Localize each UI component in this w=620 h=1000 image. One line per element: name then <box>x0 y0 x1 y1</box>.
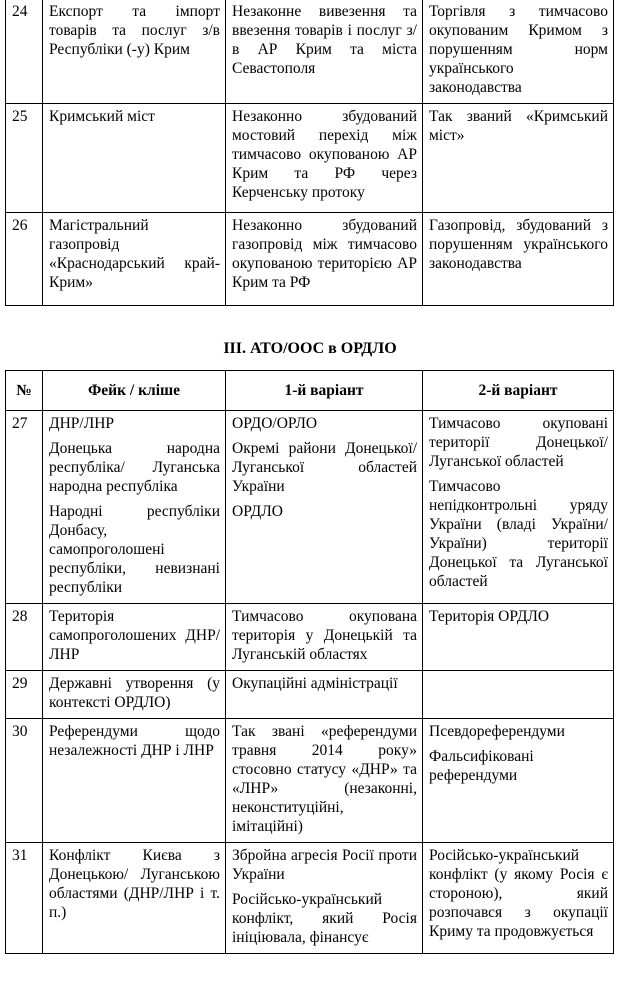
cell-text: Російсько-український конфлікт, який Росія ініціювала, фінансує <box>232 891 417 946</box>
cell-text: Тимчасово непідконтрольні уряду України (владі України/ України) території Донецької та Луганської областей <box>429 478 608 590</box>
variant1-cell <box>226 671 423 719</box>
fake-cell <box>43 104 226 213</box>
table-row <box>6 411 614 604</box>
table-row <box>6 104 614 213</box>
header-number: № <box>6 371 43 411</box>
cell-text: Незаконне вивезення та ввезення товарів і послуг з/в АР Крим та міста Севастополя <box>232 3 417 77</box>
table-row <box>6 671 614 719</box>
variant2-cell <box>423 0 614 104</box>
variant1-cell <box>226 843 423 954</box>
cell-text: Народні республіки Донбасу, самопроголошені республіки, невизнані республіки <box>49 503 220 596</box>
cell-text: Псевдореферендуми <box>429 723 565 740</box>
cell-text: ДНР/ЛНР <box>49 415 115 432</box>
row-number: 27 <box>6 411 43 604</box>
variant2-cell <box>423 843 614 954</box>
fake-cell <box>43 213 226 306</box>
cell-text: Окупаційні адміністрації <box>232 675 398 692</box>
cell-text: Тимчасово окуповані території Донецької/ Луганської областей <box>429 415 608 470</box>
variant2-cell <box>423 213 614 306</box>
table-row <box>6 213 614 306</box>
cell-text: Референдуми щодо незалежності ДНР і ЛНР <box>49 723 220 759</box>
variant2-cell <box>423 104 614 213</box>
cell-text: Експорт та імпорт товарів та послуг з/в Республіки (-у) Крим <box>49 3 220 58</box>
fake-cell <box>43 411 226 604</box>
row-number: 24 <box>6 0 43 104</box>
fake-cell <box>43 843 226 954</box>
row-number: 30 <box>6 719 43 843</box>
cell-text: Газопровід, збудований з порушенням українського законодавства <box>429 217 608 272</box>
fake-cell <box>43 604 226 671</box>
cell-text: Незаконно збудований мостовий перехід між тимчасово окупованою АР Крим та РФ через Керченську протоку <box>232 108 417 201</box>
row-number: 26 <box>6 213 43 306</box>
row-number: 25 <box>6 104 43 213</box>
variant1-cell <box>226 213 423 306</box>
row-number: 31 <box>6 843 43 954</box>
variant2-cell <box>423 411 614 604</box>
fake-cell <box>43 0 226 104</box>
variant1-cell <box>226 719 423 843</box>
table2-body <box>6 411 614 954</box>
header-variant1: 1-й варіант <box>226 371 423 411</box>
cell-text: Державні утворення (у контексті ОРДЛО) <box>49 675 220 711</box>
table1-body <box>6 0 614 306</box>
table-row <box>6 0 614 104</box>
cell-text: Торгівля з тимчасово окупованим Кримом з порушенням норм українського законодавства <box>429 3 608 96</box>
cell-text: Магістральний газопровід «Краснодарський край-Крим» <box>49 217 220 291</box>
header-row <box>6 371 614 411</box>
table-header <box>6 371 614 411</box>
variant1-cell <box>226 411 423 604</box>
table-row <box>6 604 614 671</box>
fake-cell <box>43 719 226 843</box>
table-row <box>6 843 614 954</box>
variant1-cell <box>226 604 423 671</box>
cell-text: Територія самопроголошених ДНР/ЛНР <box>49 608 220 663</box>
variant1-cell <box>226 104 423 213</box>
cell-text: Територія ОРДЛО <box>429 608 550 625</box>
table-row <box>6 719 614 843</box>
variant2-cell <box>423 671 614 719</box>
cell-text: ОРДО/ОРЛО <box>232 415 318 432</box>
cell-text: Кримський міст <box>49 108 155 125</box>
table-continuation <box>5 0 614 306</box>
cell-text: Незаконно збудований газопровід між тимчасово окупованою територією АР Крим та РФ <box>232 217 417 291</box>
row-number: 29 <box>6 671 43 719</box>
cell-text: Окремі райони Донецької/ Луганської областей України <box>232 440 417 495</box>
row-number: 28 <box>6 604 43 671</box>
variant2-cell <box>423 719 614 843</box>
fake-cell <box>43 671 226 719</box>
cell-text: ОРДЛО <box>232 503 283 520</box>
variant1-cell <box>226 0 423 104</box>
cell-text: Фальсифіковані референдуми <box>429 748 534 784</box>
cell-text: Донецька народна республіка/ Луганська народна республіка <box>49 440 220 495</box>
cell-text: Конфлікт Києва з Донецькою/ Луганською областями (ДНР/ЛНР і т. п.) <box>49 847 220 921</box>
header-fake: Фейк / кліше <box>43 371 226 411</box>
cell-text: Тимчасово окупована територія у Донецькій та Луганській областях <box>232 608 417 663</box>
section-title: ІІІ. АТО/ООС в ОРДЛО <box>223 340 397 357</box>
header-variant2: 2-й варіант <box>423 371 614 411</box>
cell-text: Збройна агресія Росії проти України <box>232 847 417 883</box>
terms-table <box>5 370 614 954</box>
variant2-cell <box>423 604 614 671</box>
cell-text: Російсько-український конфлікт (у якому Росія є стороною), який розпочався з окупації Криму та продовжується <box>429 847 608 940</box>
cell-text: Так звані «референдуми травня 2014 року» стосовно статусу «ДНР» та «ЛНР» (незаконні, неконституційні, імітаційні) <box>232 723 417 835</box>
cell-text: Так званий «Кримський міст» <box>429 108 608 144</box>
